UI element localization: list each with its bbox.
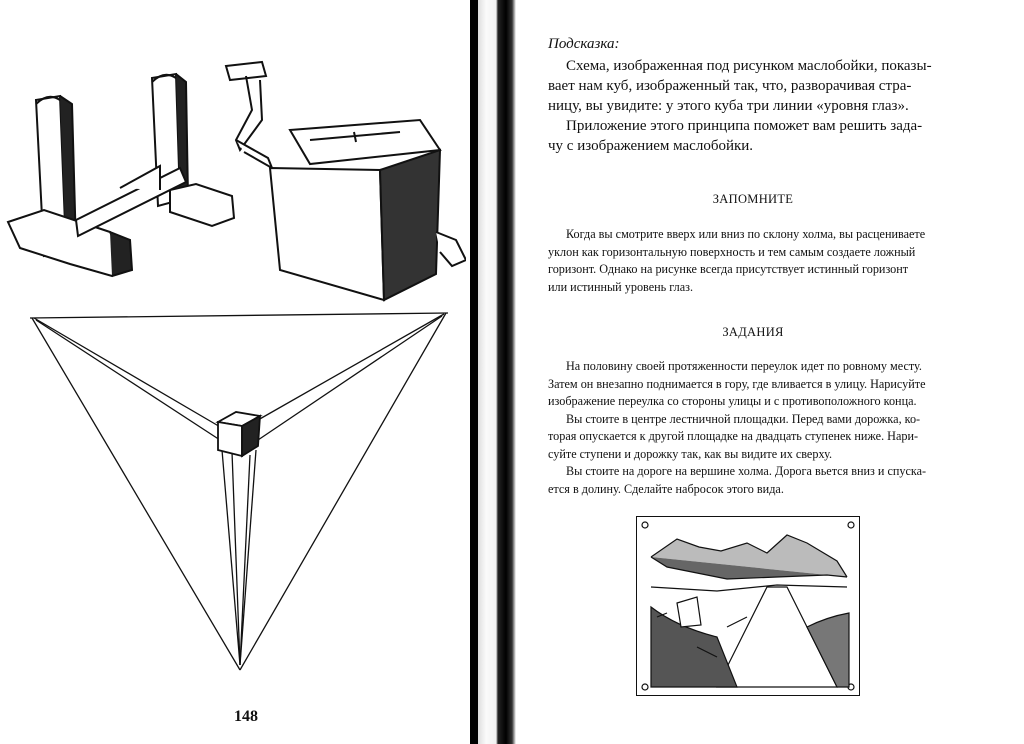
text-line: суйте ступени и дорожку так, как вы видите их сверху. bbox=[548, 446, 832, 461]
text-line: горизонт. Однако на рисунке всегда присутствует истинный горизонт bbox=[548, 262, 909, 276]
page-number: 148 bbox=[234, 708, 258, 725]
book-spine bbox=[466, 0, 516, 744]
tasks-text bbox=[548, 358, 958, 498]
landscape-sketch bbox=[636, 516, 860, 696]
text-line: Вы стоите в центре лестничной площадки. Перед вами дорожка, ко- bbox=[566, 411, 921, 426]
text-line: Вы стоите на дороге на вершине холма. Дорога вьется вниз и спуска- bbox=[566, 464, 927, 478]
remember-heading: ЗАПОМНИТЕ bbox=[712, 192, 794, 206]
text-line: ется в долину. Сделайте набросок этого вида. bbox=[548, 481, 784, 496]
hint-text bbox=[548, 56, 958, 156]
hint-title: Подсказка: bbox=[548, 36, 620, 52]
text-line: Затем он внезапно поднимается в гору, где вливается в улицу. Нарисуйте bbox=[548, 376, 926, 391]
cube-perspective-diagram bbox=[0, 0, 470, 700]
text-line: Когда вы смотрите вверх или вниз по склону холма, вы расцениваете bbox=[566, 227, 926, 241]
tasks-heading: ЗАДАНИЯ bbox=[722, 325, 784, 339]
text-line: уклон как горизонтальную поверхность и тем самым создаете ложный bbox=[548, 244, 916, 259]
text-line: чу с изображением маслобойки. bbox=[548, 138, 754, 154]
text-line: ницу, вы увидите: у этого куба три линии «уровня глаз». bbox=[548, 98, 909, 114]
text-line: Приложение этого принципа поможет вам решить зада- bbox=[566, 118, 923, 134]
text-line: вает нам куб, изображенный так, что, разворачивая стра- bbox=[548, 78, 912, 94]
remember-text bbox=[548, 226, 958, 296]
text-line: или истинный уровень глаз. bbox=[548, 279, 693, 294]
right-page bbox=[516, 0, 1024, 744]
text-line: Схема, изображенная под рисунком маслобойки, показы- bbox=[566, 58, 932, 74]
text-line: изображение переулка со стороны улицы и с противоположного конца. bbox=[548, 394, 917, 408]
text-line: На половину своей протяженности переулок идет по ровному месту. bbox=[566, 359, 922, 373]
text-line: торая опускается к другой площадке на двадцать ступенек ниже. Нари- bbox=[548, 429, 919, 443]
left-page bbox=[0, 0, 470, 744]
